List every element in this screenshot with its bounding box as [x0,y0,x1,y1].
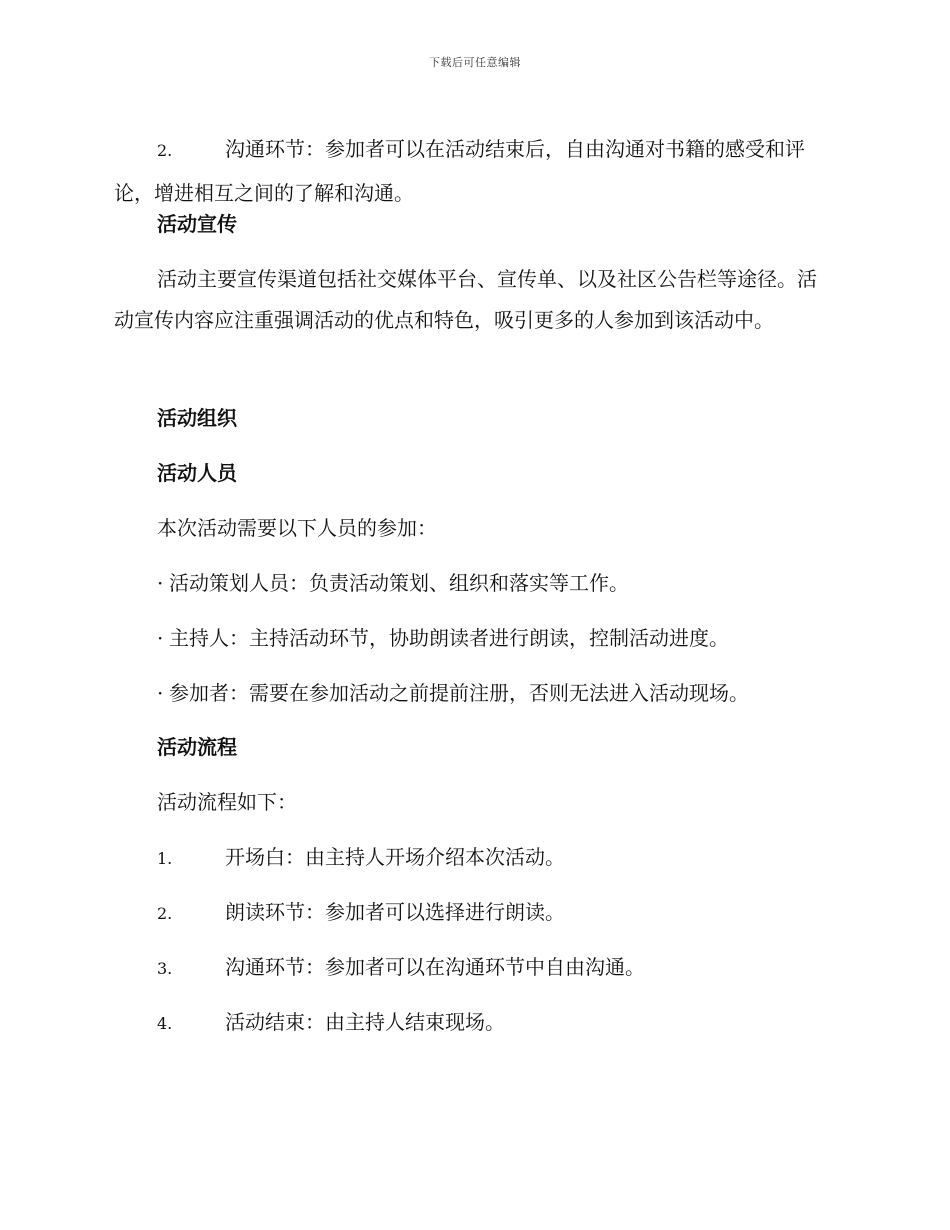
section-heading-staff: 活动人员 [157,461,237,485]
item-text: 沟通环节：参加者可以在活动结束后，自由沟通对书籍的感受和评论，增进相互之间的了解和沟通。 [114,137,805,205]
bullet-icon: · [157,626,164,650]
page-header-note: 下载后可任意编辑 [429,56,521,69]
bullet-icon: · [157,571,164,595]
section-heading-flow: 活动流程 [157,735,237,759]
item-text: 开场白：由主持人开场介绍本次活动。 [225,845,565,869]
staff-intro: 本次活动需要以下人员的参加： [157,516,437,540]
section-heading-organization: 活动组织 [157,406,237,430]
bullet-icon: · [157,681,164,705]
item-number: 1. [157,849,173,868]
promotion-paragraph: 活动主要宣传渠道包括社交媒体平台、宣传单、以及社区公告栏等途径。活动宣传内容应注重强调活动的优点和特色，吸引更多的人参加到该活动中。 [114,267,817,332]
numbered-item [157,953,645,983]
item-number: 2. [157,141,173,160]
numbered-item [157,843,565,873]
item-text: 沟通环节：参加者可以在沟通环节中自由沟通。 [225,955,645,979]
list-item-text: 主持人：主持活动环节，协助朗读者进行朗读，控制活动进度。 [169,626,729,650]
item-number: 2. [157,904,173,923]
numbered-item [157,1008,505,1038]
item-number: 4. [157,1014,173,1033]
section-heading-promotion: 活动宣传 [157,212,237,236]
list-item-text: 活动策划人员：负责活动策划、组织和落实等工作。 [169,571,629,595]
list-item [157,624,729,652]
item-text: 活动结束：由主持人结束现场。 [225,1010,505,1034]
item-text: 朗读环节：参加者可以选择进行朗读。 [225,900,565,924]
numbered-item [114,128,834,214]
list-item [157,569,629,597]
numbered-item [157,898,565,928]
item-number: 3. [157,959,173,978]
list-item [157,679,749,707]
flow-intro: 活动流程如下： [157,790,297,814]
list-item-text: 参加者：需要在参加活动之前提前注册，否则无法进入活动现场。 [169,681,749,705]
